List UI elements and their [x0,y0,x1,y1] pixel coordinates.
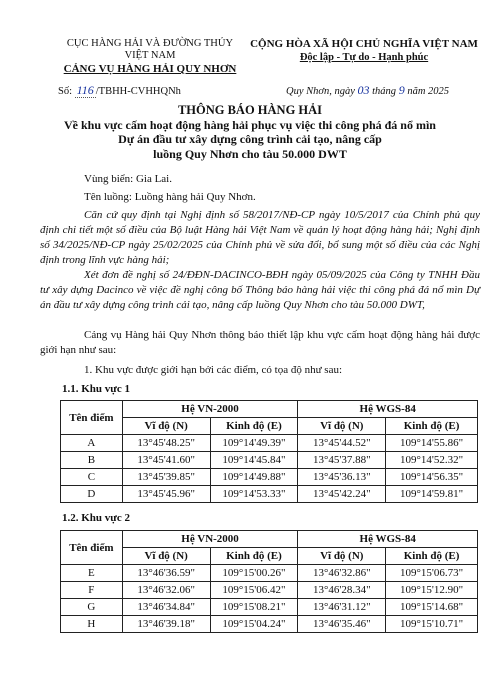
wgs-lat: 13°45'42.24" [298,486,386,503]
table-row [61,435,478,452]
vn-lat: 13°45'41.60" [122,452,210,469]
org-line-1: CỤC HÀNG HẢI VÀ ĐƯỜNG THỦY [66,38,234,49]
table-row [61,616,478,633]
wgs-lon: 109°15'10.71" [386,616,478,633]
table-row [61,582,478,599]
announcement-text: Cảng vụ Hàng hải Quy Nhơn thông báo thiết lập khu vực cấm hoạt động hàng hải được giới hạn như sau: [40,329,480,356]
vn-lon: 109°14'53.33" [210,486,298,503]
point-name: E [61,565,123,582]
vn-lat: 13°45'48.25" [122,435,210,452]
point-name: G [61,599,123,616]
wgs-lon: 109°14'59.81" [386,486,478,503]
wgs-lat: 13°45'36.13" [298,469,386,486]
document-date [286,83,449,98]
document-number [58,83,181,98]
legal-basis-2: Xét đơn đề nghị số 24/ĐĐN-DACINCO-BĐH ngày 05/09/2025 của Công ty TNHH Đầu tư xây dựng Dacinco về việc đề nghị công bố Thông báo hàng hải việc thi công phá đá nổ mìn Dự án đầu tư xây dựng công trình cải tạo, nâng cấp luồng Quy Nhơn cho tàu 50.000 DWT, [40,269,480,311]
wgs-lat: 13°46'28.34" [298,582,386,599]
title-line-3: Dự án đầu tư xây dựng công trình cải tạo, nâng cấp [118,132,382,146]
table-row [61,469,478,486]
vn-lon: 109°14'49.39" [210,435,298,452]
table-row [61,452,478,469]
col-lon: Kinh độ (E) [210,418,298,435]
area-2-heading: 1.2. Khu vực 2 [62,512,131,524]
col-lon: Kinh độ (E) [386,418,478,435]
national-motto: Độc lập - Tự do - Hạnh phúc [299,52,429,63]
doc-no-suffix: /TBHH-CVHHQNh [95,86,181,97]
vn-lon: 109°15'00.26" [210,565,298,582]
vn-lat: 13°45'39.85" [122,469,210,486]
col-lat: Vĩ độ (N) [122,418,210,435]
date-month: 9 [398,83,405,97]
document-title [20,103,480,161]
wgs-lon: 109°15'06.73" [386,565,478,582]
wgs-lat: 13°46'32.86" [298,565,386,582]
wgs-lon: 109°14'55.86" [386,435,478,452]
date-prefix: Quy Nhơn, ngày [286,86,355,97]
col-lat: Vĩ độ (N) [298,418,386,435]
title-line-1: THÔNG BÁO HÀNG HẢI [177,103,323,117]
point-name: C [61,469,123,486]
vn-lon: 109°15'06.42" [210,582,298,599]
date-day: 03 [357,83,370,97]
vn-lat: 13°46'36.59" [122,565,210,582]
vn-lon: 109°14'45.84" [210,452,298,469]
point-name: H [61,616,123,633]
channel-name: Tên luồng: Luồng hàng hải Quy Nhơn. [84,191,256,203]
col-wgs84: Hệ WGS-84 [298,531,478,548]
national-title [246,38,482,64]
col-lon: Kinh độ (E) [386,548,478,565]
col-point-name: Tên điểm [61,401,123,435]
wgs-lat: 13°45'44.52" [298,435,386,452]
vn-lat: 13°46'39.18" [122,616,210,633]
col-vn2000: Hệ VN-2000 [122,401,298,418]
vn-lat: 13°46'32.06" [122,582,210,599]
col-vn2000: Hệ VN-2000 [122,531,298,548]
vn-lon: 109°15'04.24" [210,616,298,633]
vn-lon: 109°15'08.21" [210,599,298,616]
vn-lat: 13°46'34.84" [122,599,210,616]
doc-no-handwritten: 116 [76,83,94,97]
coordinates-table-area-1 [60,400,478,503]
coordinates-table-area-2 [60,530,478,633]
date-year: năm 2025 [407,86,450,97]
wgs-lon: 109°15'14.68" [386,599,478,616]
wgs-lat: 13°46'35.46" [298,616,386,633]
col-point-name: Tên điểm [61,531,123,565]
col-lat: Vĩ độ (N) [122,548,210,565]
table-row [61,565,478,582]
col-lon: Kinh độ (E) [210,548,298,565]
point-name: F [61,582,123,599]
title-line-4: luồng Quy Nhơn cho tàu 50.000 DWT [153,146,347,161]
vn-lat: 13°45'45.96" [122,486,210,503]
table-row [61,486,478,503]
table-row [61,599,478,616]
org-line-2: VIỆT NAM [124,50,176,61]
col-lat: Vĩ độ (N) [298,548,386,565]
date-month-label: tháng [372,86,397,97]
col-wgs84: Hệ WGS-84 [298,401,478,418]
point-name: B [61,452,123,469]
item-1: 1. Khu vực được giới hạn bởi các điểm, có tọa độ như sau: [84,364,343,376]
doc-no-label: Số: [58,86,73,97]
wgs-lon: 109°14'56.35" [386,469,478,486]
title-line-2: Về khu vực cấm hoạt động hàng hải phục vụ việc thi công phá đá nổ mìn [64,117,436,132]
wgs-lat: 13°45'37.88" [298,452,386,469]
country-name: CỘNG HÒA XÃ HỘI CHỦ NGHĨA VIỆT NAM [250,38,478,50]
wgs-lat: 13°46'31.12" [298,599,386,616]
issuing-authority [52,38,248,75]
wgs-lon: 109°14'52.32" [386,452,478,469]
point-name: A [61,435,123,452]
org-line-3: CẢNG VỤ HÀNG HẢI QUY NHƠN [63,63,237,75]
wgs-lon: 109°15'12.90" [386,582,478,599]
area-1-heading: 1.1. Khu vực 1 [62,383,131,395]
sea-area: Vùng biển: Gia Lai. [84,173,172,185]
vn-lon: 109°14'49.88" [210,469,298,486]
legal-basis-1: Căn cứ quy định tại Nghị định số 58/2017/NĐ-CP ngày 10/5/2017 của Chính phủ quy định chi tiết một số điều của Bộ luật Hàng hải Việt Nam về quản lý hoạt động hàng hải; Nghị định số 34/2025/NĐ-CP ngày 25/02/2025 của Chính phủ về sửa đổi, bổ sung một số điều của các Nghị định trong lĩnh vực hàng hải; [40,209,480,266]
point-name: D [61,486,123,503]
